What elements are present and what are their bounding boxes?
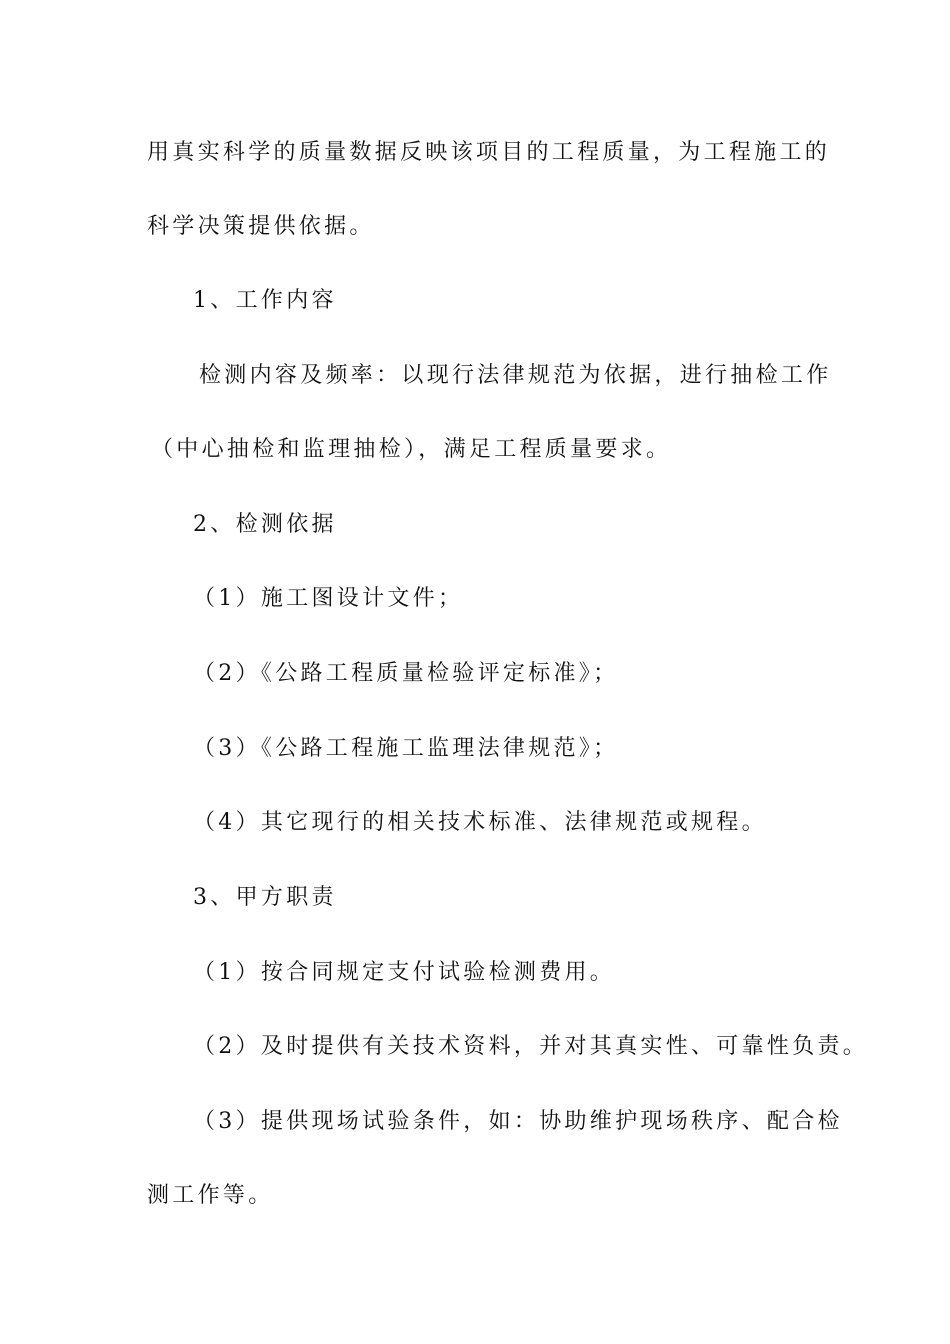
list-item: （1）按合同规定支付试验检测费用。 <box>193 960 616 985</box>
list-item: （3）提供现场试验条件，如：协助维护现场秩序、配合检 <box>193 1109 843 1134</box>
list-item: （3）《公路工程施工监理法律规范》； <box>193 736 619 761</box>
paragraph-line: 用真实科学的质量数据反映该项目的工程质量，为工程施工的 <box>147 140 831 165</box>
paragraph-line: 科学决策提供依据。 <box>147 214 375 239</box>
list-item: （4）其它现行的相关技术标准、法律规范或规程。 <box>193 810 767 835</box>
list-item: （2）《公路工程质量检验评定标准》； <box>193 661 619 686</box>
section-heading: 3、甲方职责 <box>193 885 337 910</box>
list-item: （2）及时提供有关技术资料，并对其真实性、可靠性负责。 <box>193 1034 869 1059</box>
paragraph-line: 检测内容及频率：以现行法律规范为依据，进行抽检工作 <box>199 363 832 388</box>
list-item: （1）施工图设计文件； <box>193 586 464 611</box>
section-heading: 1、工作内容 <box>193 288 337 313</box>
paragraph-line: （中心抽检和监理抽检），满足工程质量要求。 <box>151 437 672 462</box>
section-heading: 2、检测依据 <box>193 512 337 537</box>
paragraph-line: 测工作等。 <box>147 1183 274 1208</box>
